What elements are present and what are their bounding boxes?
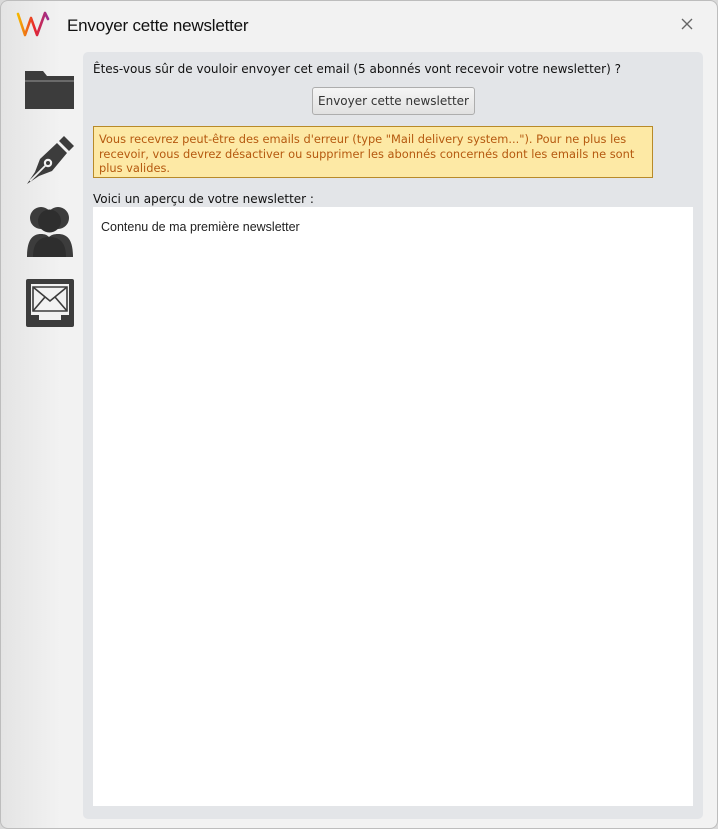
preview-label: Voici un aperçu de votre newsletter : bbox=[93, 192, 314, 206]
sidebar-item-subscribers[interactable] bbox=[19, 201, 81, 259]
warning-line-3: plus valides. bbox=[99, 161, 171, 175]
main-panel bbox=[83, 52, 703, 819]
w-logo-icon bbox=[16, 10, 50, 40]
pen-nib-icon bbox=[19, 131, 81, 189]
dialog-title: Envoyer cette newsletter bbox=[67, 16, 249, 35]
users-icon bbox=[19, 201, 81, 259]
sidebar-item-edit[interactable] bbox=[19, 131, 81, 189]
newsletter-preview[interactable] bbox=[93, 207, 693, 806]
preview-content: Contenu de ma première newsletter bbox=[101, 220, 300, 234]
title-bar bbox=[1, 1, 717, 51]
folder-icon bbox=[19, 61, 81, 119]
confirmation-question: Êtes-vous sûr de vouloir envoyer cet email (5 abonnés vont recevoir votre newsletter) ? bbox=[93, 62, 621, 76]
sidebar-item-folder[interactable] bbox=[19, 61, 81, 119]
warning-line-2: recevoir, vous devrez désactiver ou supprimer les abonnés concernés dont les emails ne sont bbox=[99, 146, 635, 161]
sidebar-item-newsletter[interactable] bbox=[19, 276, 81, 334]
send-newsletter-button[interactable]: Envoyer cette newsletter bbox=[312, 87, 475, 115]
warning-box bbox=[93, 126, 653, 178]
envelope-icon bbox=[19, 276, 81, 334]
close-icon[interactable] bbox=[677, 14, 697, 34]
warning-line-1: Vous recevrez peut-être des emails d'erreur (type "Mail delivery system..."). Pour ne plus les bbox=[99, 132, 627, 146]
